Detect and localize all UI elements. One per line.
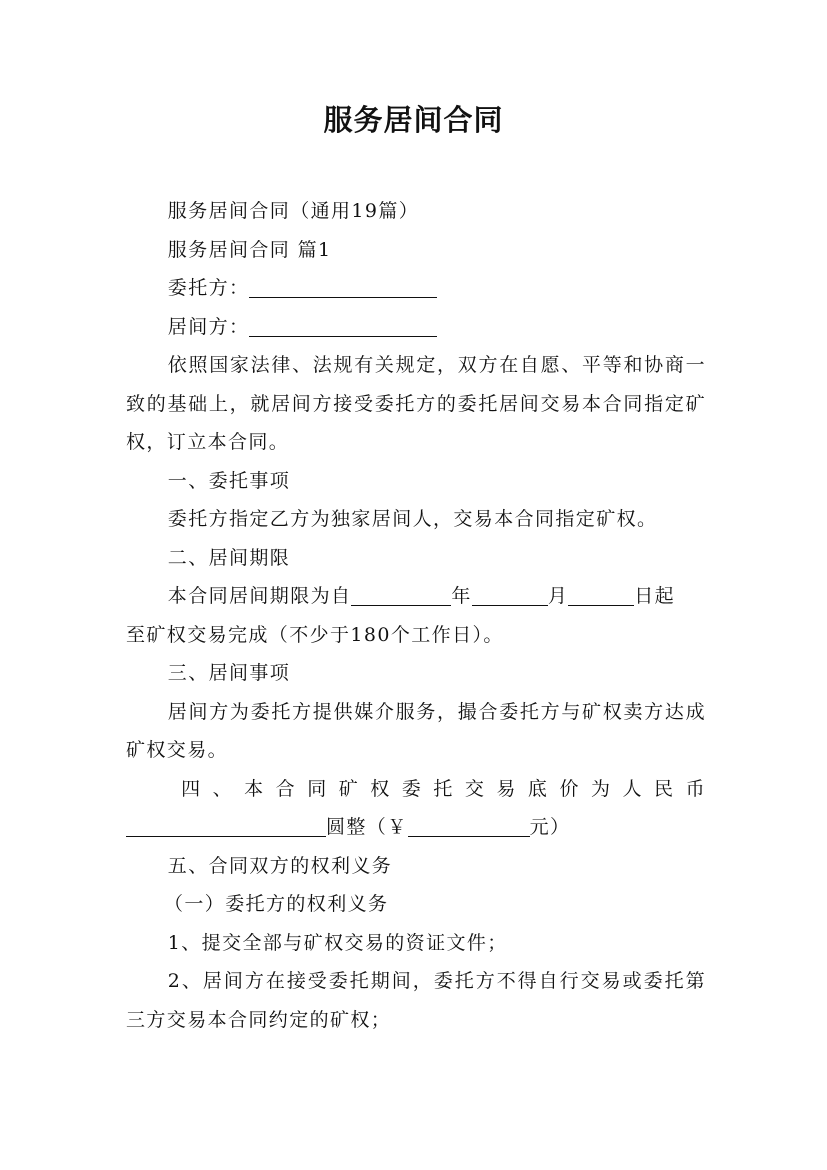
document-body: [126, 192, 706, 1039]
term-line: [126, 577, 706, 616]
term-year-label: 年: [451, 585, 472, 607]
term-text-start: 本合同居间期限为自: [167, 585, 352, 607]
principal-label: 委托方：: [167, 277, 250, 299]
document-title: 服务居间合同: [323, 103, 504, 137]
clause-1: 1、提交全部与矿权交易的资证文件；: [167, 931, 508, 954]
clause-2: 2、居间方在接受委托期间，委托方不得自行交易或委托第三方交易本合同约定的矿权；: [126, 970, 706, 1031]
section-heading-3: 三、居间事项: [167, 662, 291, 684]
price-amount-blank: [408, 817, 530, 837]
section-3-paragraph: 居间方为委托方提供媒介服务，撮合委托方与矿权卖方达成矿权交易。: [126, 700, 706, 761]
term-month-label: 月: [547, 585, 569, 607]
principal-blank: [249, 278, 437, 298]
price-words-blank: [126, 817, 326, 837]
section-1-paragraph: 委托方指定乙方为独家居间人，交易本合同指定矿权。: [167, 508, 658, 530]
term-month-blank: [472, 586, 548, 606]
section-heading-1: 一、委托事项: [167, 469, 291, 492]
subtitle-line: 服务居间合同（通用19篇）: [167, 200, 420, 222]
intermediary-blank: [249, 317, 437, 337]
price-label: 圆整（￥: [326, 816, 408, 838]
preamble-paragraph: 依照国家法律、法规有关规定，双方在自愿、平等和协商一致的基础上，就居间方接受委托方的委托居间交易本合同指定矿权，订立本合同。: [126, 354, 706, 453]
section-heading-2: 二、居间期限: [167, 546, 291, 569]
principal-line: [126, 269, 706, 308]
price-line: [126, 808, 706, 847]
section-4-line: 四、本合同矿权委托交易底价为人民币: [181, 777, 706, 800]
section-heading-5: 五、合同双方的权利义务: [167, 854, 393, 877]
term-day-label: 日起: [634, 585, 676, 607]
term-line-continued: 至矿权交易完成（不少于180个工作日）。: [126, 623, 504, 646]
chapter-heading: 服务居间合同 篇1: [167, 238, 332, 261]
term-day-blank: [568, 586, 634, 606]
price-unit: 元）: [529, 816, 571, 838]
term-year-blank: [351, 586, 451, 606]
subsection-heading-5-1: （一）委托方的权利义务: [164, 893, 389, 915]
intermediary-line: [126, 308, 706, 347]
intermediary-label: 居间方：: [167, 315, 250, 338]
